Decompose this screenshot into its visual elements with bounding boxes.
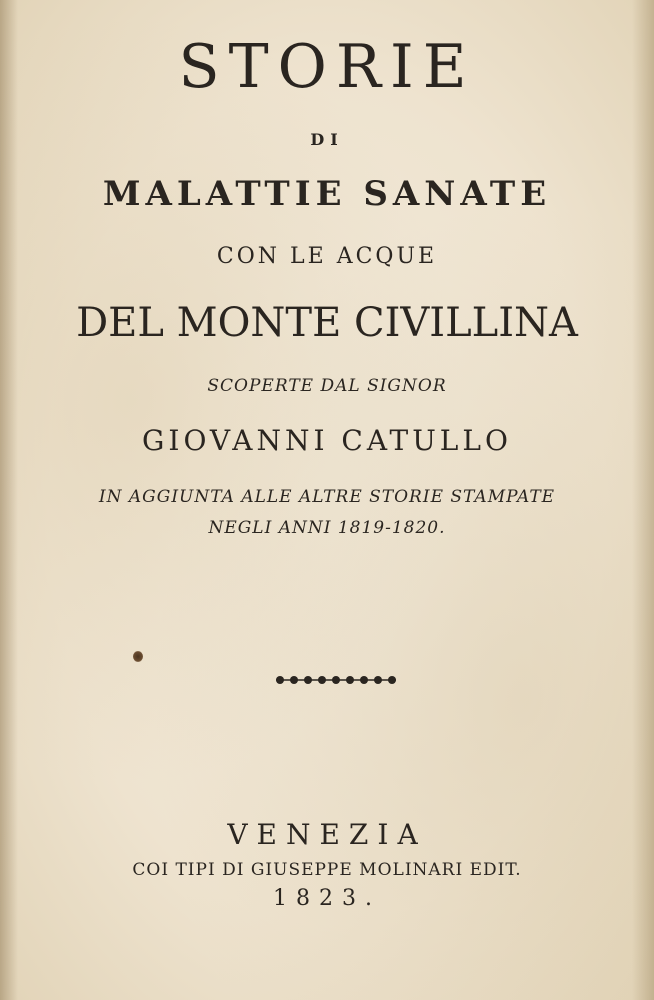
- book-title: STORIE: [178, 32, 476, 102]
- imprint-year: 1823.: [273, 886, 381, 911]
- imprint-printer: COI TIPI DI GIUSEPPE MOLINARI EDIT.: [132, 860, 522, 880]
- imprint-place: VENEZIA: [227, 818, 427, 851]
- subtitle-line-5: IN AGGIUNTA ALLE ALTRE STORIE STAMPATE: [98, 487, 556, 507]
- subtitle-line-1: MALATTIE SANATE: [102, 174, 552, 214]
- subtitle-line-6: NEGLI ANNI 1819-1820.: [208, 518, 446, 538]
- title-preposition: DI: [310, 130, 344, 149]
- subtitle-line-3: DEL MONTE CIVILLINA: [76, 300, 578, 346]
- subtitle-line-4: SCOPERTE DAL SIGNOR: [207, 376, 447, 396]
- foxing-spot: [133, 651, 143, 662]
- ornament-divider: [274, 674, 398, 686]
- author-name: GIOVANNI CATULLO: [142, 424, 512, 457]
- subtitle-line-2: CON LE ACQUE: [216, 244, 438, 269]
